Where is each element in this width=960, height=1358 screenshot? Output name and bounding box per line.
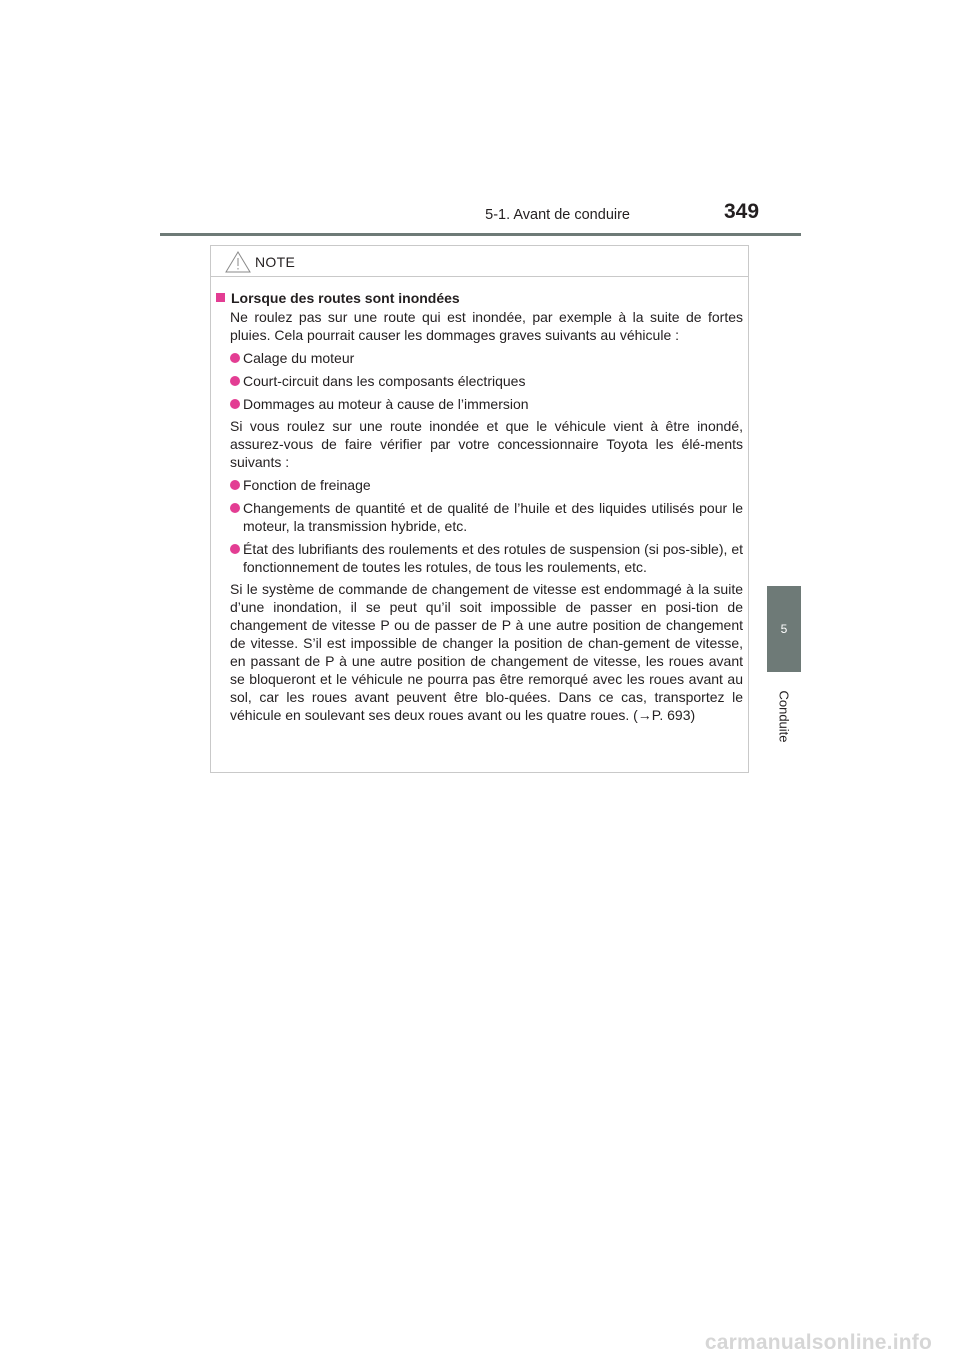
chapter-tab bbox=[767, 586, 801, 672]
list-item-text: Dommages au moteur à cause de l’immersion bbox=[243, 396, 529, 412]
list-item bbox=[216, 476, 743, 494]
note-body bbox=[216, 289, 743, 724]
bullet-dot-icon bbox=[230, 480, 240, 490]
list-item-text: Changements de quantité et de qualité de l’huile et des liquides utilisés pour le moteur, la transmission hybride, etc. bbox=[243, 500, 743, 534]
list-item bbox=[216, 349, 743, 367]
intro-paragraph: Ne roulez pas sur une route qui est inondée, par exemple à la suite de fortes pluies. Cela pourrait causer les dommages graves suivants au véhicule : bbox=[230, 309, 743, 343]
chapter-label bbox=[767, 676, 801, 756]
list-item-text: Calage du moteur bbox=[243, 350, 355, 366]
list-item-text: Court-circuit dans les composants électriques bbox=[243, 373, 526, 389]
bullet-dot-icon bbox=[230, 503, 240, 513]
note-header bbox=[211, 246, 748, 277]
page-number: 349 bbox=[724, 200, 760, 223]
chapter-title: Conduite bbox=[776, 689, 792, 743]
watermark: carmanualsonline.info bbox=[704, 1331, 932, 1354]
list-item bbox=[216, 540, 743, 576]
bullet-dot-icon bbox=[230, 399, 240, 409]
list-item-text: État des lubrifiants des roulements et des rotules de suspension (si pos-sible), et fonctionnement de toutes les rotules, de tous les roulements, etc. bbox=[243, 541, 743, 575]
square-bullet-icon bbox=[216, 293, 225, 302]
note-heading bbox=[216, 289, 743, 307]
list-item-text: Fonction de freinage bbox=[243, 477, 371, 493]
bullet-dot-icon bbox=[230, 544, 240, 554]
list-item bbox=[216, 372, 743, 390]
note-box bbox=[210, 245, 749, 773]
list-item bbox=[216, 395, 743, 413]
header-divider bbox=[160, 233, 801, 236]
check-intro-paragraph: Si vous roulez sur une route inondée et que le véhicule vient à être inondé, assurez-vous de faire vérifier par votre concessionnaire Toyota les élé-ments suivants : bbox=[230, 418, 743, 470]
chapter-number: 5 bbox=[780, 622, 788, 636]
list-item bbox=[216, 499, 743, 535]
section-title: 5-1. Avant de conduire bbox=[485, 207, 630, 223]
note-heading-text: Lorsque des routes sont inondées bbox=[231, 290, 460, 306]
bullet-dot-icon bbox=[230, 353, 240, 363]
note-title: NOTE bbox=[255, 254, 296, 270]
shift-paragraph: Si le système de commande de changement de vitesse est endommagé à la suite d’une inondation, il se peut qu’il soit impossible de passer en posi-tion de changement de vitesse P ou de passer de P à une autre position de changement de vitesse. S’il est impossible de changer la position de chan-gement de vitesse, en passant de P à une autre position de changement de vitesse, les roues avant se bloqueront et le véhicule ne pourra pas être remorqué avec les roues avant au sol, car les roues avant peuvent être blo-quées. Dans ce cas, transportez le véhicule en soulevant ses deux roues avant ou les quatre roues. (→P. 693) bbox=[230, 581, 743, 723]
bullet-dot-icon bbox=[230, 376, 240, 386]
warning-triangle-icon bbox=[225, 251, 251, 273]
